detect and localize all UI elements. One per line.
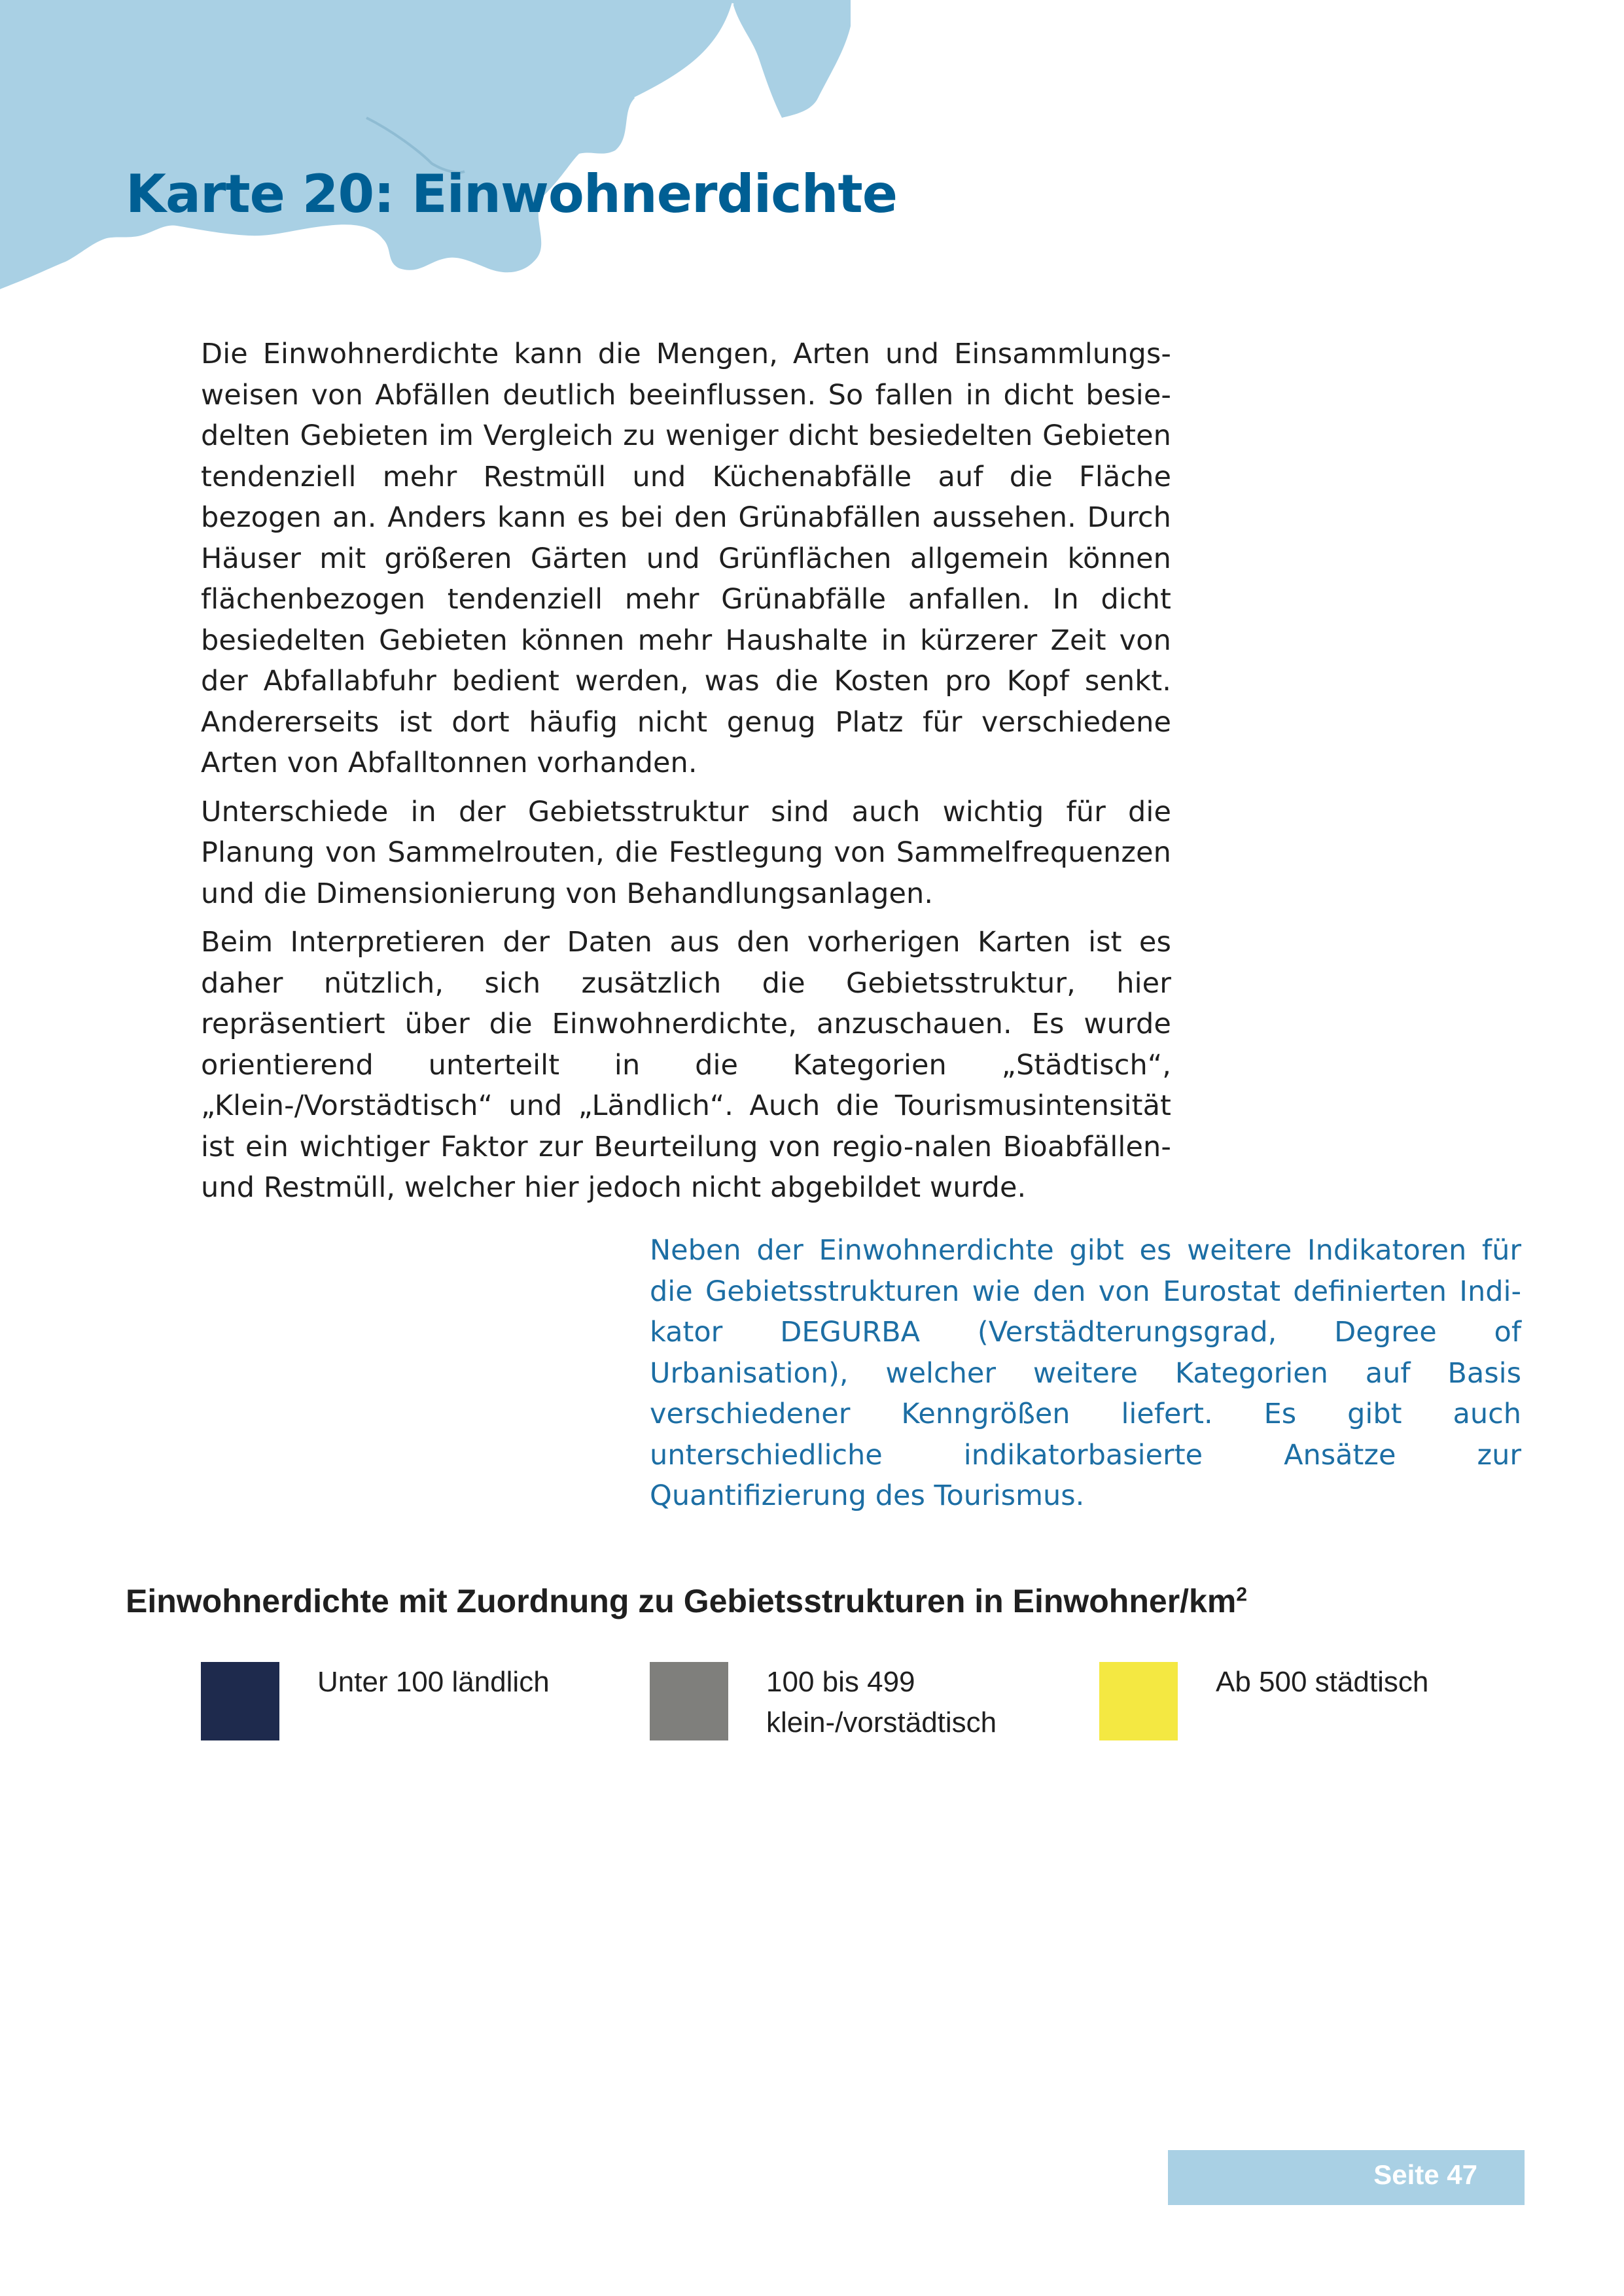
legend-title-text: Einwohnerdichte mit Zuordnung zu Gebietsstrukturen in Einwohner/km [126, 1583, 1237, 1619]
legend-label-line: 100 bis 499 [766, 1666, 915, 1698]
legend-label-line: Ab 500 städtisch [1216, 1666, 1429, 1698]
legend-swatch-suburban [650, 1662, 728, 1740]
legend-swatch-rural [201, 1662, 279, 1740]
page-number-bar [1168, 2150, 1525, 2205]
legend-title-superscript: 2 [1236, 1583, 1248, 1606]
page-number: Seite 47 [1373, 2159, 1477, 2190]
body-text [201, 334, 1171, 1216]
body-paragraph-2: Unterschiede in der Gebietsstruktur sind auch wichtig für die Planung von Sammelrouten, die Festlegung von Sammelfrequenzen und die Dimensionierung von Behandlungsanlagen. [201, 795, 1171, 910]
coastline-map-decoration [0, 0, 851, 301]
legend-label-line: Unter 100 ländlich [317, 1666, 550, 1698]
legend-label-urban [1216, 1662, 1428, 1703]
page-title: Karte 20: Einwohnerdichte [126, 164, 898, 224]
legend-label-suburban [766, 1662, 997, 1743]
body-paragraph-3: Beim Interpretieren der Daten aus den vorherigen Karten ist es daher nützlich, sich zusätzlich die Gebietsstruktur, hier repräsentiert über die Einwohnerdichte, anzuschauen. Es wurde orientierend unterteilt in die Kategorien „Städtisch“, „Klein-/Vorstädtisch“ und „Ländlich“. Auch die Tourismusintensität ist ein wichtiger Faktor zur Beurteilung von regio-nalen Bioabfällen- und Restmüll, welcher hier jedoch nicht abgebildet wurde. [201, 926, 1171, 1204]
legend-swatch-urban [1099, 1662, 1178, 1740]
legend-label-line: klein-/vorstädtisch [766, 1706, 997, 1739]
legend-label-rural [317, 1662, 550, 1703]
water-area [0, 0, 851, 289]
body-paragraph-1: Die Einwohnerdichte kann die Mengen, Arten und Einsammlungs-weisen von Abfällen deutlich beeinflussen. So fallen in dicht besie-delten Gebieten im Vergleich zu weniger dicht besiedelten Gebieten tendenziell mehr Restmüll und Küchenabfälle auf die Fläche bezogen an. Anders kann es bei den Grünabfällen aussehen. Durch Häuser mit größeren Gärten und Grünflächen allgemein können flächenbezogen tendenziell mehr Grünabfälle anfallen. In dicht besiedelten Gebieten können mehr Haushalte in kürzerer Zeit von der Abfallabfuhr bedient werden, was die Kosten pro Kopf senkt. Andererseits ist dort häufig nicht genug Platz für verschiedene Arten von Abfalltonnen vorhanden. [201, 338, 1171, 779]
legend-title [126, 1582, 1247, 1620]
info-note: Neben der Einwohnerdichte gibt es weitere Indikatoren für die Gebietsstrukturen wie den von Eurostat definierten Indi-kator DEGURBA (Verstädterungsgrad, Degree of Urbanisation), welcher weitere Kategorien auf Basis verschiedener Kenngrößen liefert. Es gibt auch unterschiedliche indikatorbasierte Ansätze zur Quantifizierung des Tourismus. [650, 1234, 1521, 1512]
